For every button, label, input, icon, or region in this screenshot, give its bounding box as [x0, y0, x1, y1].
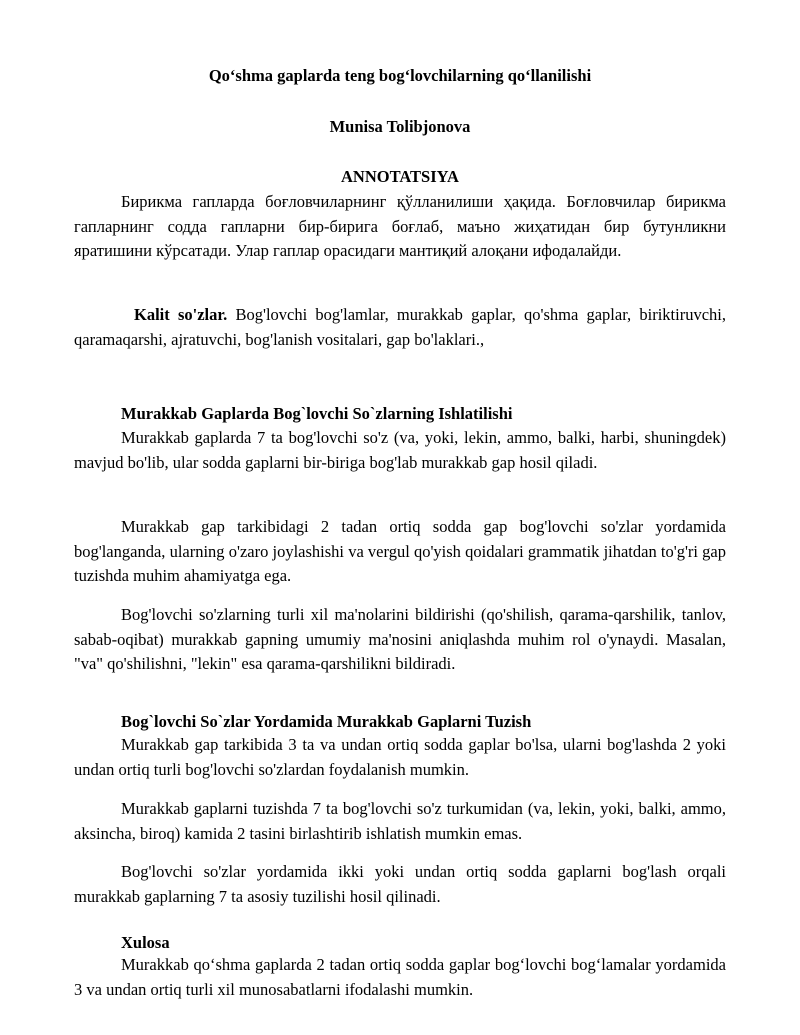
body-paragraph: Murakkab gap tarkibidagi 2 tadan ortiq sodda gap bog'lovchi so'zlar yordamida bog'langanda, ularning o'zaro joylashishi va vergul qo'yish qoidalari grammatik jihatdan to'g'ri gap tuzishda muhim ahamiyatga ega.: [74, 517, 726, 585]
author-name: Munisa Tolibjonova: [329, 117, 471, 136]
annotation-heading: ANNOTATSIYA: [341, 167, 459, 186]
body-paragraph: Murakkab gaplarda 7 ta bog'lovchi so'z (va, yoki, lekin, ammo, balki, harbi, shuningdek) mavjud bo'lib, ular sodda gaplarni bir-biriga bog'lab murakkab gap hosil qiladi.: [74, 428, 726, 472]
section-heading: Bog`lovchi So`zlar Yordamida Murakkab Gaplarni Tuzish: [121, 712, 532, 731]
section-heading: Murakkab Gaplarda Bog`lovchi So`zlarning Ishlatilishi: [121, 404, 513, 423]
body-paragraph: Bog'lovchi so'zlarning turli xil ma'nolarini bildirishi (qo'shilish, qarama-qarshilik, tanlov, sabab-oqibat) murakkab gapning umumiy ma'nosini aniqlashda muhim rol o'ynaydi. Masalan, "va" qo'shilishni, "lekin" esa qarama-qarshilikni bildiradi.: [74, 605, 726, 673]
body-paragraph: Murakkab gaplarni tuzishda 7 ta bog'lovchi so'z turkumidan (va, lekin, yoki, balki, ammo, aksincha, biroq) kamida 2 tasini birlashtirib ishlatish mumkin emas.: [74, 799, 726, 843]
body-paragraph: Murakkab gap tarkibida 3 ta va undan ortiq sodda gaplar bo'lsa, ularni bog'lashda 2 yoki undan ortiq turli bog'lovchi so'zlardan foydalanish mumkin.: [74, 735, 726, 779]
body-paragraph: Bog'lovchi so'zlar yordamida ikki yoki undan ortiq sodda gaplarni bog'lash orqali murakkab gaplarning 7 ta asosiy tuzilishi hosil qilinadi.: [74, 862, 726, 906]
conclusion-heading: Xulosa: [121, 933, 170, 952]
annotation-paragraph: Бирикма гапларда боғловчиларнинг қўлланилиши ҳақида. Боғловчилар бирикма гапларнинг содда гапларни бир-бирига боғлаб, маъно жиҳатидан бир бутунликни яратишини кўрсатади. Улар гаплар орасидаги мантиқий алоқани ифодалайди.: [74, 192, 726, 260]
document-title: Qo‘shma gaplarda teng bog‘lovchilarning qo‘llanilishi: [208, 66, 592, 85]
keywords-paragraph: [74, 303, 726, 352]
keywords-text: Bog'lovchi bog'lamlar, murakkab gaplar, qo'shma gaplar, biriktiruvchi, qaramaqarshi, ajratuvchi, bog'lanish vositalari, gap bo'laklari.,: [74, 305, 726, 349]
conclusion-paragraph: Murakkab qo‘shma gaplarda 2 tadan ortiq sodda gaplar bog‘lovchi bog‘lamalar yordamida 3 va undan ortiq turli xil munosabatlarni ifodalashi mumkin.: [74, 955, 726, 999]
keywords-label: Kalit so'zlar.: [134, 305, 228, 324]
